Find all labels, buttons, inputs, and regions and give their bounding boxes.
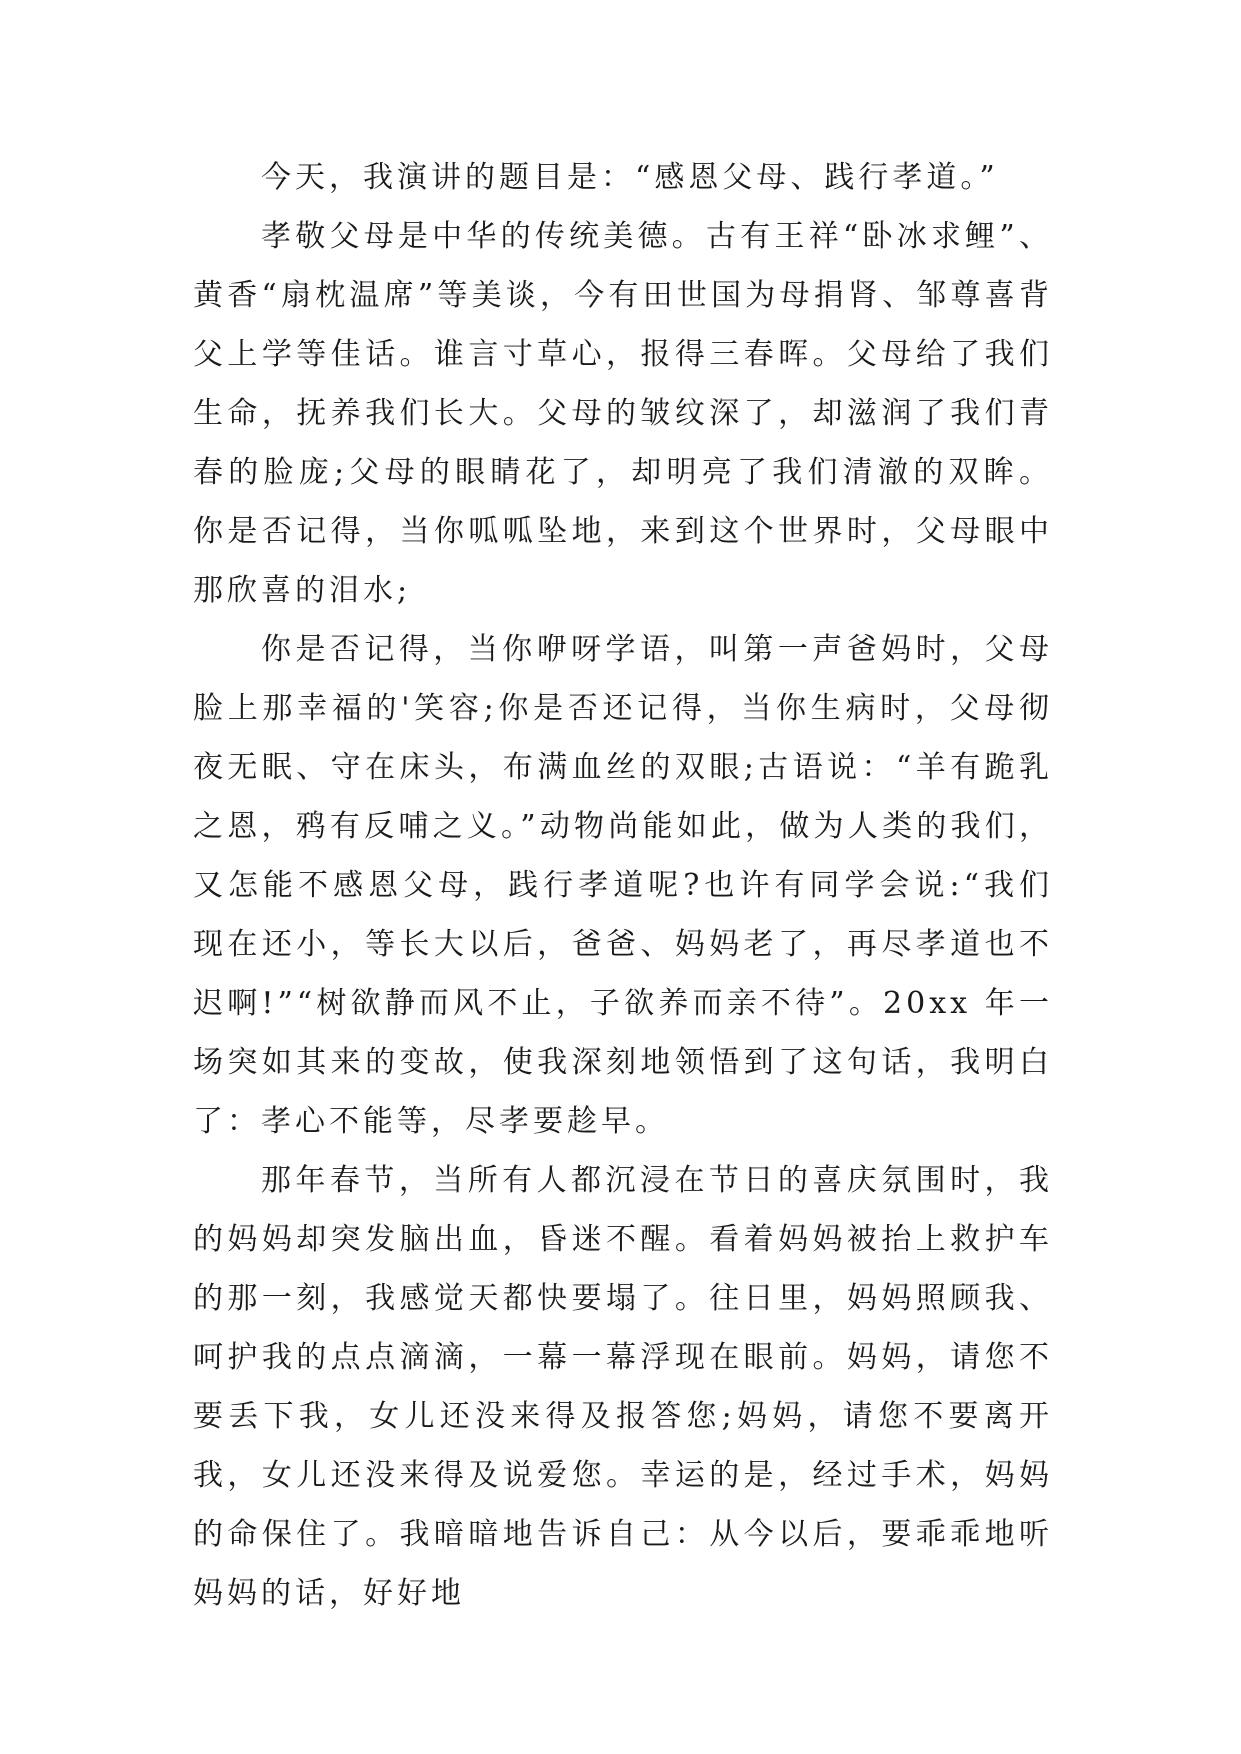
paragraph-spring-festival: 那年春节，当所有人都沉浸在节日的喜庆氛围时，我的妈妈却突发脑出血，昏迷不醒。看着妈妈被抬上救护车的那一刻，我感觉天都快要塌了。往日里，妈妈照顾我、呵护我的点点滴滴，一幕一幕浮现在眼前。妈妈，请您不要丢下我，女儿还没来得及报答您;妈妈，请您不要离开我，女儿还没来得及说爱您。幸运的是，经过手术，妈妈的命保住了。我暗暗地告诉自己：从今以后，要乖乖地听妈妈的话，好好地 [193, 1163, 1053, 1611]
paragraph-remember: 你是否记得，当你咿呀学语，叫第一声爸妈时，父母脸上那幸福的'笑容;你是否还记得，当你生病时，父母彻夜无眠、守在床头，布满血丝的双眼;古语说：“羊有跪乳之恩，鸦有反哺之义。”动物尚能如此，做为人类的我们，又怎能不感恩父母，践行孝道呢?也许有同学会说:“我们现在还小，等长大以后，爸爸、妈妈老了，再尽孝道也不迟啊!”“树欲静而风不止，子欲养而亲不待”。20xx 年一场突如其来的变故，使我深刻地领悟到了这句话，我明白了：孝心不能等，尽孝要趁早。 [193, 632, 1053, 1139]
paragraph-intro: 今天，我演讲的题目是：“感恩父母、践行孝道。” [261, 160, 999, 195]
paragraph-filial-piety: 孝敬父母是中华的传统美德。古有王祥“卧冰求鲤”、黄香“扇枕温席”等美谈，今有田世国为母捐肾、邹尊喜背父上学等佳话。谁言寸草心，报得三春晖。父母给了我们生命，抚养我们长大。父母的皱纹深了，却滋润了我们青春的脸庞;父母的眼睛花了，却明亮了我们清澈的双眸。你是否记得，当你呱呱坠地，来到这个世界时，父母眼中那欣喜的泪水; [193, 219, 1053, 608]
document-page [193, 148, 1053, 1623]
